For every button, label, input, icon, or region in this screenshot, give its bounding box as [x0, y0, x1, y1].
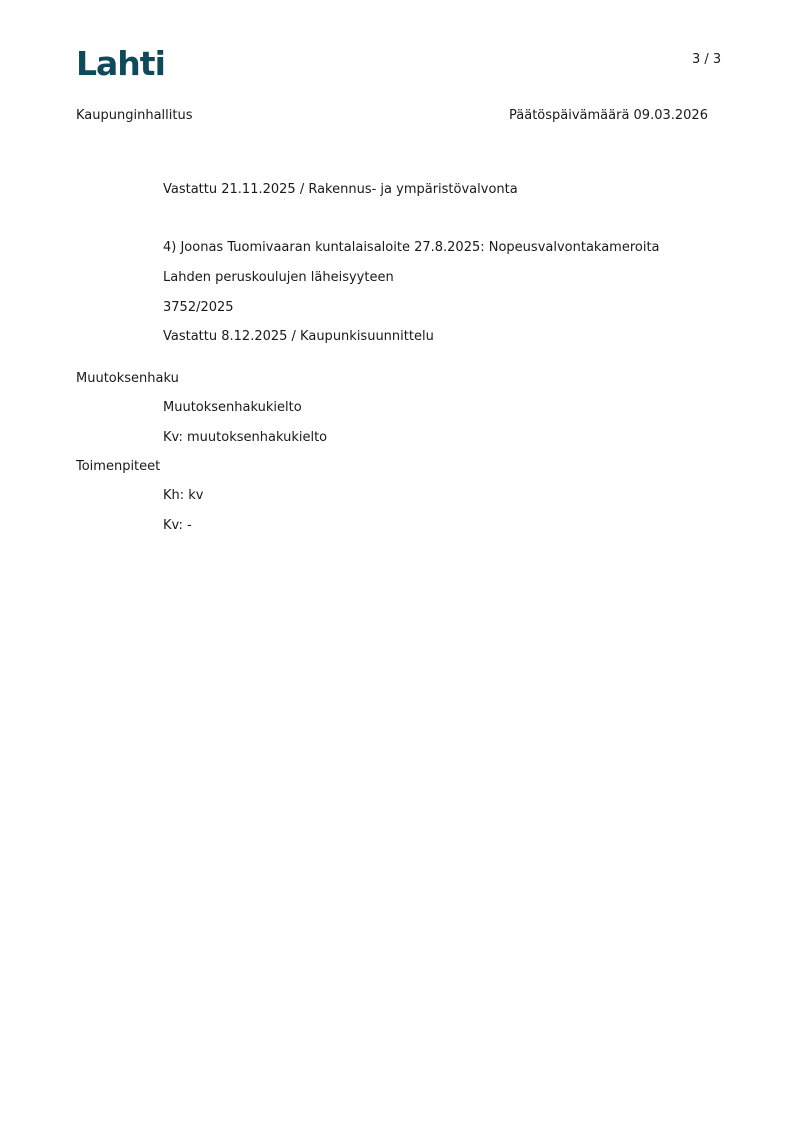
actions-line-1: Kh: kv	[163, 488, 204, 503]
appeal-line-1: Muutoksenhakukielto	[163, 400, 302, 415]
initiative-number: 3752/2025	[163, 300, 234, 315]
actions-line-2: Kv: -	[163, 518, 192, 533]
page-number: 3 / 3	[692, 52, 722, 67]
organization-name: Kaupunginhallitus	[76, 108, 193, 123]
answered-line-1: Vastattu 21.11.2025 / Rakennus- ja ympäristövalvonta	[163, 182, 518, 197]
appeal-heading: Muutoksenhaku	[76, 371, 179, 386]
initiative-title-line-2: Lahden peruskoulujen läheisyyteen	[163, 270, 394, 285]
answered-line-2: Vastattu 8.12.2025 / Kaupunkisuunnittelu	[163, 329, 434, 344]
initiative-title-line-1: 4) Joonas Tuomivaaran kuntalaisaloite 27.8.2025: Nopeusvalvontakameroita	[163, 240, 660, 255]
actions-heading: Toimenpiteet	[76, 459, 161, 474]
decision-date: Päätöspäivämäärä 09.03.2026	[509, 108, 708, 123]
appeal-line-2: Kv: muutoksenhakukielto	[163, 430, 328, 445]
lahti-logo: Lahti	[76, 44, 165, 83]
